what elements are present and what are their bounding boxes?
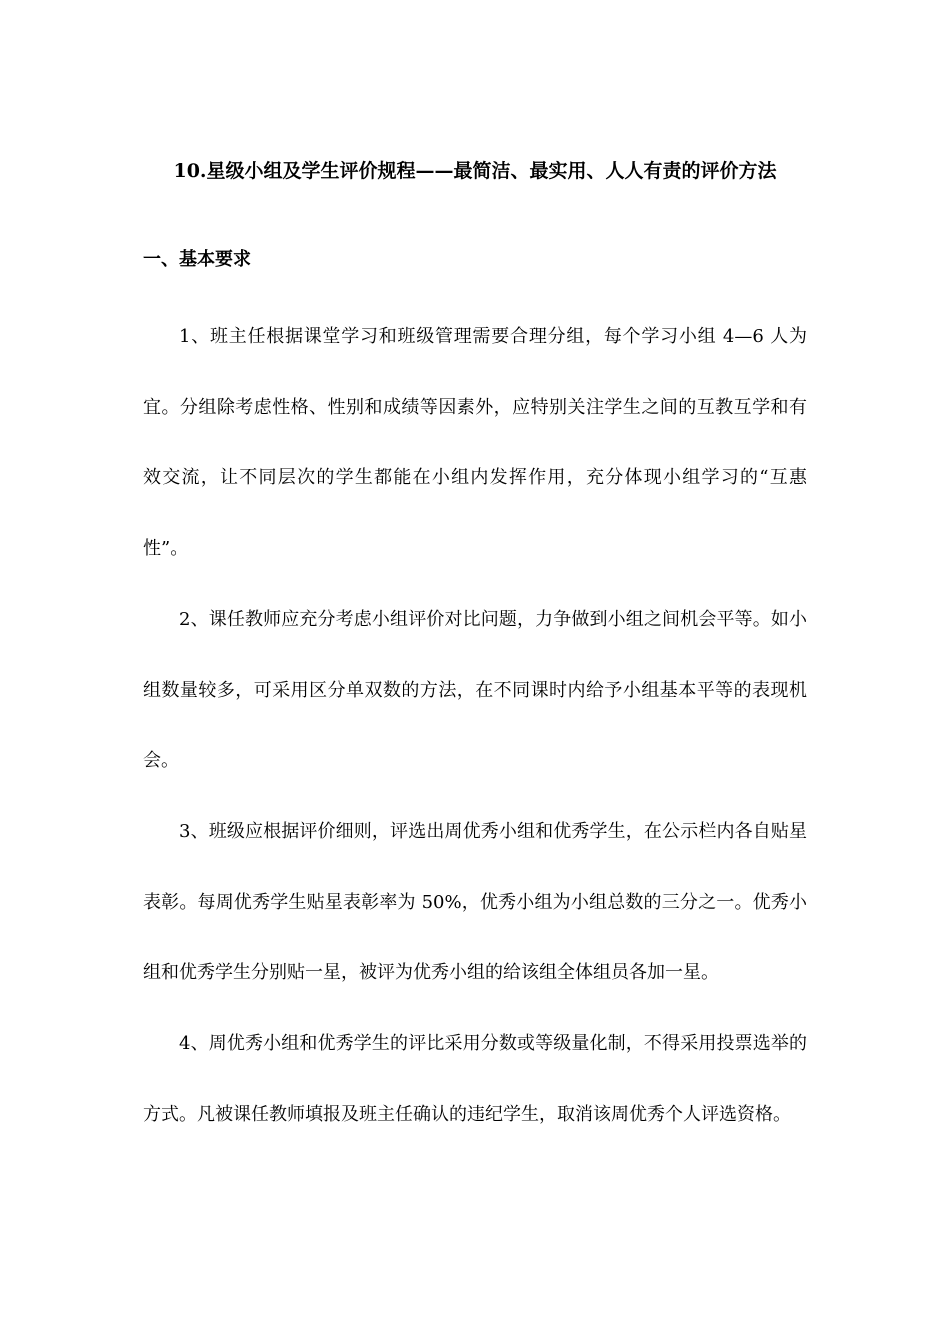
paragraph-1: 1、班主任根据课堂学习和班级管理需要合理分组，每个学习小组 4—6 人为宜。分组除考虑性格、性别和成绩等因素外，应特别关注学生之间的互教互学和有效交流，让不同层次的学生都能在小组内发挥作用，充分体现小组学习的“互惠性”。 bbox=[143, 326, 807, 559]
paragraph-2: 2、课任教师应充分考虑小组评价对比问题，力争做到小组之间机会平等。如小组数量较多，可采用区分单双数的方法，在不同课时内给予小组基本平等的表现机会。 bbox=[143, 609, 807, 772]
paragraph-3: 3、班级应根据评价细则，评选出周优秀小组和优秀学生，在公示栏内各自贴星表彰。每周优秀学生贴星表彰率为 50%，优秀小组为小组总数的三分之一。优秀小组和优秀学生分别贴一星，被评为优秀小组的给该组全体组员各加一星。 bbox=[143, 821, 807, 984]
document-title: 10.星级小组及学生评价规程——最简洁、最实用、人人有责的评价方法 bbox=[173, 160, 777, 182]
section-heading: 一、基本要求 bbox=[143, 249, 251, 270]
paragraph-4: 4、周优秀小组和优秀学生的评比采用分数或等级量化制，不得采用投票选举的方式。凡被课任教师填报及班主任确认的违纪学生，取消该周优秀个人评选资格。 bbox=[143, 1033, 807, 1125]
